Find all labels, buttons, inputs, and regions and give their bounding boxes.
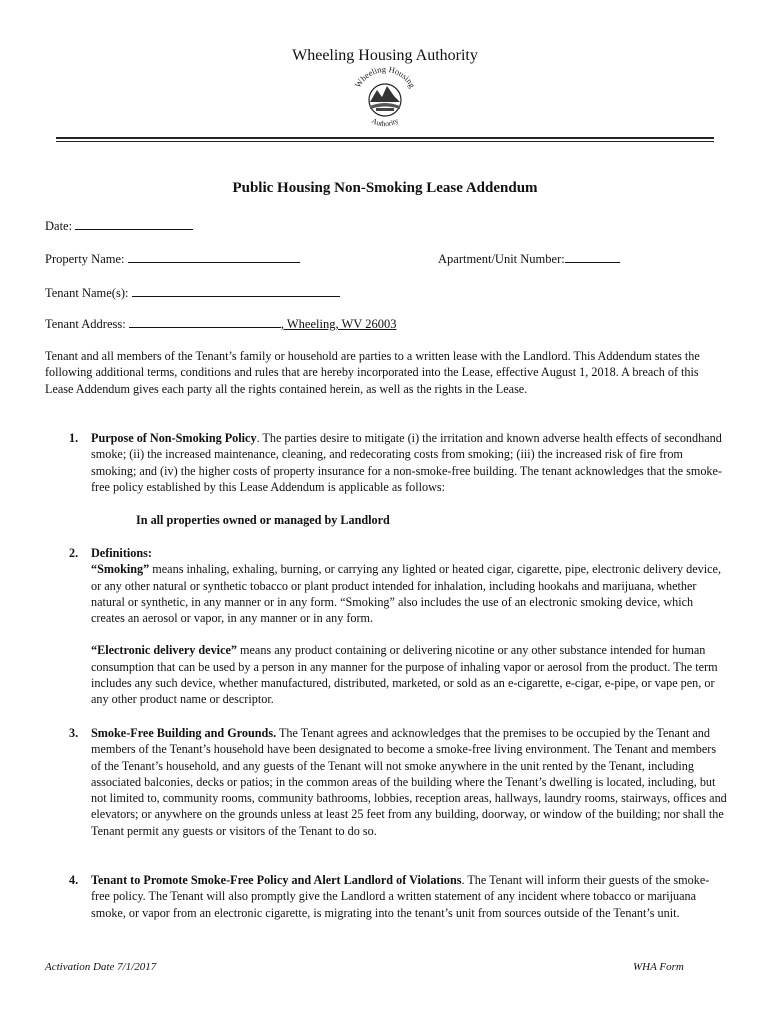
property-name-label: Property Name: <box>45 252 125 266</box>
tenant-names-label: Tenant Name(s): <box>45 286 129 300</box>
property-name-field <box>45 251 300 267</box>
tenant-address-blank[interactable] <box>129 316 281 328</box>
section-4-number: 4. <box>69 873 79 887</box>
section-3-text: The Tenant agrees and acknowledges that the premises to be occupied by the Tenant and members of the Tenant’s household have been designated to become a smoke-free living environment. The Tenant and members of the Tenant’s household, and any guests of the Tenant will not smoke anywhere in the unit rented by the Tenant, including associated balconies, decks or patios; in the common areas of the building where the Tenant’s dwelling is located, including, but not limited to, community rooms, community bathrooms, lobbies, reception areas, hallways, laundry rooms, stairways, offices and elevators; or anywhere on the grounds unless at least 25 feet from any building, doorway, or window of the building; nor shall the Tenant permit any guests or visitors of the Tenant to do so. <box>91 726 727 838</box>
section-3 <box>69 725 727 839</box>
intro-paragraph: Tenant and all members of the Tenant’s family or household are parties to a written lease with the Landlord. This Addendum states the following additional terms, conditions and rules that are hereby incorporated into the Lease, effective August 1, 2018. A breach of this Lease Addendum gives each party all the rights contained herein, as well as the rights in the Lease. <box>45 349 700 396</box>
unit-number-field <box>438 251 620 267</box>
tenant-address-label: Tenant Address: <box>45 317 126 331</box>
seal-top-text: Wheeling Housing <box>352 63 418 90</box>
date-label: Date: <box>45 219 73 233</box>
section-3-heading: Smoke-Free Building and Grounds. <box>91 726 277 740</box>
section-4 <box>69 872 727 921</box>
tenant-names-blank[interactable] <box>132 285 340 297</box>
section-1-heading: Purpose of Non-Smoking Policy <box>91 431 257 445</box>
smoking-definition-text: means inhaling, exhaling, burning, or carrying any lighted or heated cigar, cigarette, pipe, electronic delivery device, or any other natural or synthetic tobacco or plant product intended for inhalation, including hookahs and marijuana, whether natural or synthetic, in any manner or in any form. “Smoking” also includes the use of an electronic smoking device, which creates an aerosol or vapor, in any manner or in any form. <box>91 562 722 626</box>
svg-text:Authority <box>370 116 400 128</box>
tenant-address-field <box>45 316 396 332</box>
organization-name: Wheeling Housing Authority <box>292 47 478 64</box>
unit-number-label: Apartment/Unit Number: <box>438 252 565 266</box>
smoking-term: “Smoking” <box>91 562 150 577</box>
section-4-text: . The Tenant will inform their guests of the smoke-free policy. The Tenant will also promptly give the Landlord a written statement of any incident where tobacco or marijuana smoke, or vapor from an electronic cigarette, is migrating into the tenant’s unit from sources outside of the Tenant’s unit. <box>91 873 710 920</box>
section-1 <box>69 430 727 495</box>
date-field <box>45 218 193 234</box>
smoking-definition <box>91 561 727 626</box>
date-blank[interactable] <box>75 218 193 230</box>
section-1-number: 1. <box>69 431 79 445</box>
section-3-number: 3. <box>69 726 79 740</box>
unit-number-blank[interactable] <box>565 251 620 263</box>
section-4-heading: Tenant to Promote Smoke-Free Policy and Alert Landlord of Violations <box>91 873 462 887</box>
section-2-heading: Definitions: <box>91 546 152 560</box>
section-1-text: . The parties desire to mitigate (i) the irritation and known adverse health effects of secondhand smoke; (ii) the increased maintenance, cleaning, and redecorating costs from smoking; (iii) the increased risk of fire from smoking; and (iv) the higher costs of property insurance for a non-smoke-free building. The tenant acknowledges that the smoke-free policy established by this Lease Addendum is applicable as follows: <box>91 431 722 494</box>
section-2-number: 2. <box>69 546 79 560</box>
footer-form-name: WHA Form <box>633 961 684 973</box>
seal-bottom-text: Authority <box>370 115 400 129</box>
section-2 <box>69 545 727 708</box>
header-rule <box>56 137 714 139</box>
electronic-device-definition-text: means any product containing or delivering nicotine or any other substance intended for human consumption that can be used by a person in any manner for the purpose of inhaling vapor or aerosol from the product. The term includes any such device, whether manufactured, distributed, marketed, or sold as an e-cigarette, e-cigar, e-pipe, or vape pen, or any other product name or descriptor. <box>91 643 718 707</box>
housing-authority-seal <box>345 62 425 138</box>
footer-activation-date: Activation Date 7/1/2017 <box>45 961 157 973</box>
address-city-state-zip: , Wheeling, WV 26003 <box>280 317 397 331</box>
electronic-device-definition <box>91 642 727 707</box>
header-rule-thin <box>56 141 714 142</box>
document-title: Public Housing Non-Smoking Lease Addendum <box>232 180 538 196</box>
section-1-applicability: In all properties owned or managed by Landlord <box>136 513 390 527</box>
property-name-blank[interactable] <box>128 251 300 263</box>
tenant-names-field <box>45 285 340 301</box>
electronic-device-term: “Electronic delivery device” <box>91 643 237 658</box>
